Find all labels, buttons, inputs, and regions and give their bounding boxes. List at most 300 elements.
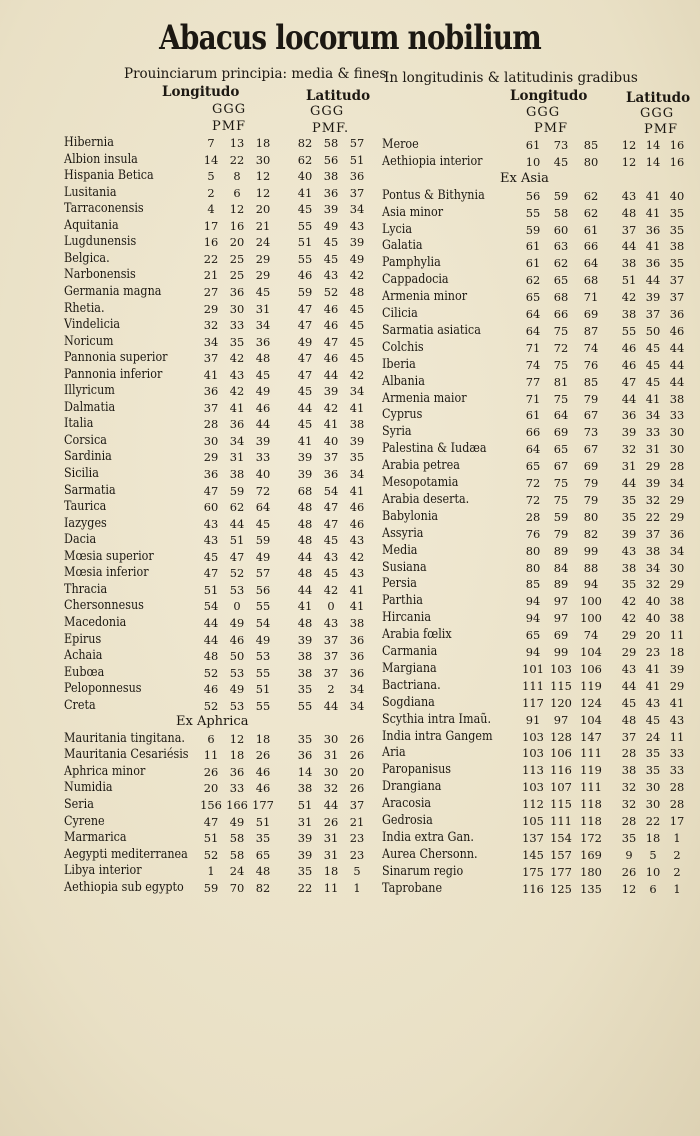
latitude-value: 35 [297, 864, 313, 879]
latitude-value: 18 [323, 864, 339, 879]
longitude-value: 84 [553, 560, 569, 575]
region-name: Arabia fœlix [382, 627, 452, 643]
longitude-value: 53 [255, 649, 271, 664]
longitude-value: 75 [553, 476, 569, 490]
latitude-value: 12 [621, 154, 637, 169]
latitude-value: 44 [297, 582, 313, 597]
latitude-value: 29 [621, 645, 637, 659]
latitude-value: 22 [645, 814, 661, 828]
longitude-value: 58 [553, 205, 569, 220]
longitude-value: 42 [229, 384, 245, 399]
table-row [64, 780, 384, 797]
region-name: Iberia [382, 356, 416, 372]
table-row [64, 747, 384, 764]
latitude-value: 47 [621, 374, 637, 389]
latitude-value: 55 [297, 218, 313, 233]
latitude-value: 48 [297, 615, 313, 630]
latitude-value: 49 [349, 251, 365, 266]
latitude-value: 55 [297, 251, 313, 266]
longitude-value: 4 [207, 202, 215, 217]
longitude-value: 30 [229, 301, 245, 316]
latitude-value: 39 [297, 632, 313, 647]
table-row [382, 188, 700, 205]
longitude-value: 89 [553, 543, 569, 558]
longitude-value: 11 [203, 748, 219, 763]
latitude-value: 44 [621, 391, 637, 406]
region-name: Aria [382, 745, 406, 761]
latitude-value: 50 [645, 323, 661, 338]
latitude-value: 32 [621, 780, 637, 795]
table-row [382, 543, 700, 560]
longitude-value: 113 [522, 763, 544, 778]
longitude-value: 69 [583, 459, 599, 474]
region-name: Germania magna [64, 283, 162, 299]
region-name: Scythia intra Imaũ. [382, 711, 492, 727]
latitude-value: 35 [645, 746, 661, 761]
latitude-value: 0 [327, 599, 335, 614]
longitude-value: 55 [525, 205, 541, 220]
section-label: Ex Aphrica [176, 714, 249, 730]
longitude-value: 41 [203, 367, 219, 382]
latitude-value: 30 [645, 797, 661, 812]
latitude-value: 45 [323, 235, 339, 250]
latitude-value: 38 [621, 256, 637, 271]
latitude-value: 39 [349, 433, 365, 448]
longitude-value: 94 [525, 594, 541, 609]
longitude-value: 172 [580, 830, 602, 845]
table-row [382, 238, 700, 255]
right-ggg-1: GGG [526, 105, 561, 120]
longitude-value: 105 [522, 814, 544, 828]
left-longitudo-header: Longitudo [162, 84, 240, 100]
longitude-value: 44 [203, 632, 219, 647]
table-row [382, 424, 700, 441]
latitude-value: 45 [349, 334, 365, 349]
longitude-value: 62 [583, 188, 599, 203]
latitude-value: 36 [323, 467, 339, 481]
latitude-value: 29 [669, 577, 685, 592]
latitude-value: 31 [621, 459, 637, 474]
longitude-value: 59 [203, 880, 219, 895]
longitude-value: 12 [255, 185, 271, 200]
longitude-value: 54 [255, 615, 271, 630]
longitude-value: 111 [550, 814, 572, 828]
latitude-value: 59 [297, 284, 313, 299]
latitude-value: 37 [323, 632, 339, 647]
latitude-value: 33 [669, 746, 685, 761]
latitude-value: 35 [621, 509, 637, 524]
latitude-value: 44 [621, 678, 637, 693]
longitude-value: 48 [203, 649, 219, 664]
longitude-value: 6 [233, 185, 241, 200]
latitude-value: 35 [297, 731, 313, 746]
latitude-value: 44 [669, 340, 685, 355]
region-name: Carmania [382, 644, 438, 659]
longitude-value: 17 [203, 218, 219, 233]
latitude-value: 43 [645, 695, 661, 710]
table-row [382, 576, 700, 593]
latitude-value: 48 [349, 284, 365, 299]
longitude-value: 18 [255, 136, 271, 150]
region-name: Mœsia inferior [64, 565, 149, 581]
table-row [64, 449, 384, 466]
latitude-value: 18 [669, 645, 685, 659]
table-row [64, 863, 384, 880]
latitude-value: 45 [323, 251, 339, 266]
latitude-value: 23 [645, 645, 661, 659]
right-latitudo-header: Latitudo [626, 90, 691, 106]
right-caption: In longitudinis & latitudinis gradibus [384, 70, 638, 86]
latitude-value: 29 [669, 678, 685, 693]
longitude-value: 52 [203, 847, 219, 862]
longitude-value: 116 [522, 881, 544, 896]
region-name: Belgica. [64, 250, 110, 266]
latitude-value: 55 [621, 323, 637, 338]
region-name: Marmarica [64, 830, 127, 846]
table-row [382, 847, 700, 864]
table-row [64, 201, 384, 218]
longitude-value: 36 [203, 384, 219, 399]
longitude-value: 26 [203, 764, 219, 779]
latitude-value: 5 [649, 847, 657, 862]
longitude-value: 54 [203, 599, 219, 614]
region-name: Sicilia [64, 466, 99, 481]
latitude-value: 46 [621, 357, 637, 372]
region-name: Gedrosia [382, 813, 433, 828]
table-row [382, 391, 700, 408]
region-name: Bactriana. [382, 677, 441, 693]
latitude-value: 47 [297, 318, 313, 333]
latitude-value: 33 [669, 408, 685, 423]
region-name: Achaia [64, 648, 103, 664]
latitude-value: 9 [625, 847, 633, 862]
table-row [382, 796, 700, 813]
longitude-value: 46 [255, 764, 271, 779]
longitude-value: 72 [255, 483, 271, 498]
longitude-value: 119 [580, 678, 602, 693]
latitude-value: 11 [323, 880, 339, 895]
latitude-value: 23 [349, 847, 365, 862]
table-row [64, 218, 384, 235]
region-name: Margiana [382, 660, 437, 676]
latitude-value: 21 [349, 814, 365, 829]
latitude-value: 31 [323, 748, 339, 763]
latitude-value: 43 [621, 543, 637, 558]
latitude-value: 32 [621, 797, 637, 812]
longitude-value: 47 [229, 549, 245, 564]
latitude-value: 45 [645, 357, 661, 372]
latitude-value: 47 [297, 301, 313, 316]
latitude-value: 28 [669, 459, 685, 474]
longitude-value: 16 [203, 235, 219, 250]
latitude-value: 43 [669, 712, 685, 727]
longitude-value: 51 [255, 682, 271, 697]
longitude-value: 51 [229, 533, 245, 548]
latitude-value: 43 [349, 533, 365, 548]
longitude-value: 100 [580, 594, 602, 609]
longitude-value: 137 [522, 830, 544, 845]
latitude-value: 47 [323, 516, 339, 531]
longitude-value: 49 [229, 615, 245, 630]
table-row [382, 627, 700, 644]
latitude-value: 11 [669, 729, 685, 744]
longitude-value: 21 [255, 218, 271, 233]
latitude-value: 37 [669, 273, 685, 288]
table-row [64, 665, 384, 682]
latitude-value: 28 [669, 780, 685, 795]
region-name: Aurea Chersonn. [382, 846, 478, 862]
region-name: Assyria [382, 525, 424, 541]
latitude-value: 11 [669, 628, 685, 643]
longitude-value: 128 [550, 729, 572, 744]
longitude-value: 103 [522, 780, 544, 795]
longitude-value: 75 [553, 357, 569, 372]
longitude-value: 72 [553, 340, 569, 355]
longitude-value: 71 [525, 340, 541, 355]
latitude-value: 47 [323, 334, 339, 349]
right-longitudo-header: Longitudo [510, 88, 588, 104]
longitude-value: 58 [229, 847, 245, 862]
latitude-value: 41 [349, 582, 365, 597]
latitude-value: 45 [349, 301, 365, 316]
left-pmf-1: PMF [212, 119, 247, 134]
longitude-value: 94 [583, 577, 599, 592]
region-name: Tarraconensis [64, 201, 144, 217]
latitude-value: 23 [349, 831, 365, 846]
table-row [64, 549, 384, 566]
latitude-value: 45 [645, 712, 661, 727]
longitude-value: 36 [255, 334, 271, 349]
longitude-value: 115 [550, 797, 572, 812]
longitude-value: 65 [525, 459, 541, 474]
longitude-value: 65 [525, 290, 541, 305]
longitude-value: 53 [229, 582, 245, 597]
latitude-value: 42 [621, 290, 637, 305]
longitude-value: 35 [255, 831, 271, 846]
latitude-value: 43 [323, 615, 339, 630]
longitude-value: 22 [203, 251, 219, 266]
longitude-value: 1 [207, 864, 215, 879]
longitude-value: 74 [583, 340, 599, 355]
latitude-value: 48 [621, 712, 637, 727]
region-name: Albania [382, 373, 425, 389]
longitude-value: 62 [583, 205, 599, 220]
longitude-value: 52 [229, 566, 245, 581]
latitude-value: 22 [645, 509, 661, 524]
longitude-value: 169 [580, 847, 602, 862]
table-row [64, 168, 384, 185]
region-name: Chersonnesus [64, 598, 144, 614]
longitude-value: 61 [525, 408, 541, 423]
region-name: Asia minor [382, 204, 444, 220]
latitude-value: 10 [645, 864, 661, 879]
region-name: Aethiopia sub egypto [64, 879, 184, 895]
longitude-value: 33 [229, 318, 245, 333]
region-name: Aquitania [64, 217, 119, 233]
region-name: Susiana [382, 559, 427, 575]
table-row [64, 830, 384, 847]
latitude-value: 43 [621, 661, 637, 676]
longitude-value: 69 [553, 425, 569, 440]
region-name: Pannonia inferior [64, 366, 163, 382]
region-name: Parthia [382, 593, 423, 609]
longitude-value: 120 [550, 695, 572, 710]
longitude-value: 25 [229, 268, 245, 283]
latitude-value: 1 [673, 830, 681, 845]
longitude-value: 33 [255, 450, 271, 465]
latitude-value: 68 [297, 483, 313, 498]
latitude-value: 44 [621, 239, 637, 254]
latitude-value: 35 [297, 682, 313, 697]
longitude-value: 37 [203, 400, 219, 415]
longitude-value: 70 [229, 880, 245, 895]
table-row [382, 458, 700, 475]
region-name: Pannonia superior [64, 350, 168, 366]
region-name: Lugdunensis [64, 234, 137, 250]
longitude-value: 65 [255, 847, 271, 862]
region-name: Cyprus [382, 407, 423, 423]
longitude-value: 31 [255, 301, 271, 316]
longitude-value: 49 [229, 682, 245, 697]
latitude-value: 46 [349, 500, 365, 515]
latitude-value: 57 [349, 136, 365, 150]
latitude-value: 36 [349, 169, 365, 184]
longitude-value: 30 [203, 433, 219, 448]
longitude-value: 103 [522, 746, 544, 761]
latitude-value: 12 [621, 138, 637, 152]
latitude-value: 45 [297, 417, 313, 432]
table-row [64, 797, 384, 814]
region-name: Sinarum regio [382, 863, 464, 879]
table-row [382, 306, 700, 323]
longitude-value: 34 [255, 318, 271, 333]
latitude-value: 43 [323, 268, 339, 283]
longitude-value: 48 [255, 864, 271, 879]
latitude-value: 45 [349, 318, 365, 333]
latitude-value: 35 [621, 830, 637, 845]
latitude-value: 47 [297, 351, 313, 366]
latitude-value: 14 [645, 138, 661, 152]
longitude-value: 47 [203, 566, 219, 581]
latitude-value: 44 [621, 476, 637, 490]
region-name: Armenia minor [382, 289, 468, 305]
longitude-value: 67 [583, 442, 599, 457]
latitude-value: 43 [349, 218, 365, 233]
longitude-value: 94 [525, 645, 541, 659]
latitude-value: 38 [323, 169, 339, 184]
table-row [382, 864, 700, 881]
longitude-value: 65 [525, 628, 541, 643]
longitude-value: 125 [550, 881, 572, 896]
longitude-value: 36 [229, 284, 245, 299]
latitude-value: 33 [645, 425, 661, 440]
region-name: Aphrica minor [64, 763, 146, 779]
latitude-value: 82 [297, 136, 313, 150]
latitude-value: 28 [621, 746, 637, 761]
longitude-value: 25 [229, 251, 245, 266]
longitude-value: 72 [525, 476, 541, 490]
longitude-value: 177 [252, 798, 274, 812]
table-row [64, 731, 384, 748]
table-row [382, 255, 700, 272]
table-row [382, 492, 700, 509]
latitude-value: 39 [323, 384, 339, 399]
latitude-value: 34 [645, 408, 661, 423]
longitude-value: 51 [203, 831, 219, 846]
longitude-value: 55 [255, 698, 271, 713]
longitude-value: 36 [229, 764, 245, 779]
longitude-value: 2 [207, 185, 215, 200]
region-name: Noricum [64, 333, 114, 349]
table-row [64, 301, 384, 318]
longitude-value: 73 [553, 138, 569, 152]
table-row [382, 323, 700, 340]
longitude-value: 24 [229, 864, 245, 879]
longitude-value: 56 [525, 188, 541, 203]
longitude-value: 156 [200, 798, 222, 812]
latitude-value: 34 [349, 682, 365, 697]
longitude-value: 106 [580, 661, 602, 676]
region-name: Hircania [382, 610, 432, 626]
latitude-value: 30 [323, 731, 339, 746]
latitude-value: 30 [669, 560, 685, 575]
longitude-value: 58 [229, 831, 245, 846]
latitude-value: 47 [323, 500, 339, 515]
longitude-value: 34 [229, 433, 245, 448]
latitude-value: 37 [621, 222, 637, 237]
region-name: Hibernia [64, 135, 114, 150]
latitude-value: 22 [297, 880, 313, 895]
latitude-value: 34 [349, 698, 365, 713]
table-row [64, 880, 384, 897]
section-heading [382, 171, 700, 188]
latitude-value: 36 [645, 256, 661, 271]
region-name: Iazyges [64, 515, 107, 531]
longitude-value: 20 [229, 235, 245, 250]
latitude-value: 46 [323, 351, 339, 366]
latitude-value: 45 [645, 340, 661, 355]
longitude-value: 24 [255, 235, 271, 250]
region-name: Libya interior [64, 863, 142, 879]
longitude-value: 103 [522, 729, 544, 744]
region-name: Hispania Betica [64, 168, 154, 184]
latitude-value: 45 [323, 533, 339, 548]
region-name: Meroe [382, 137, 419, 152]
latitude-value: 32 [323, 781, 339, 796]
latitude-value: 29 [621, 628, 637, 643]
latitude-value: 32 [645, 492, 661, 507]
latitude-value: 41 [297, 185, 313, 200]
region-name: Persia [382, 576, 417, 592]
longitude-value: 80 [583, 509, 599, 524]
longitude-value: 36 [203, 467, 219, 481]
section-label: Ex Asia [500, 170, 549, 186]
latitude-value: 36 [349, 665, 365, 680]
latitude-value: 26 [349, 731, 365, 746]
longitude-value: 107 [550, 780, 572, 795]
table-row [382, 729, 700, 746]
table-row [64, 400, 384, 417]
region-name: Arabia petrea [382, 458, 460, 474]
longitude-value: 61 [583, 222, 599, 237]
latitude-value: 45 [323, 566, 339, 581]
region-name: Taprobane [382, 880, 443, 896]
latitude-value: 34 [645, 560, 661, 575]
longitude-value: 59 [525, 222, 541, 237]
latitude-value: 39 [645, 476, 661, 490]
longitude-value: 65 [553, 442, 569, 457]
region-name: Numidia [64, 780, 113, 796]
